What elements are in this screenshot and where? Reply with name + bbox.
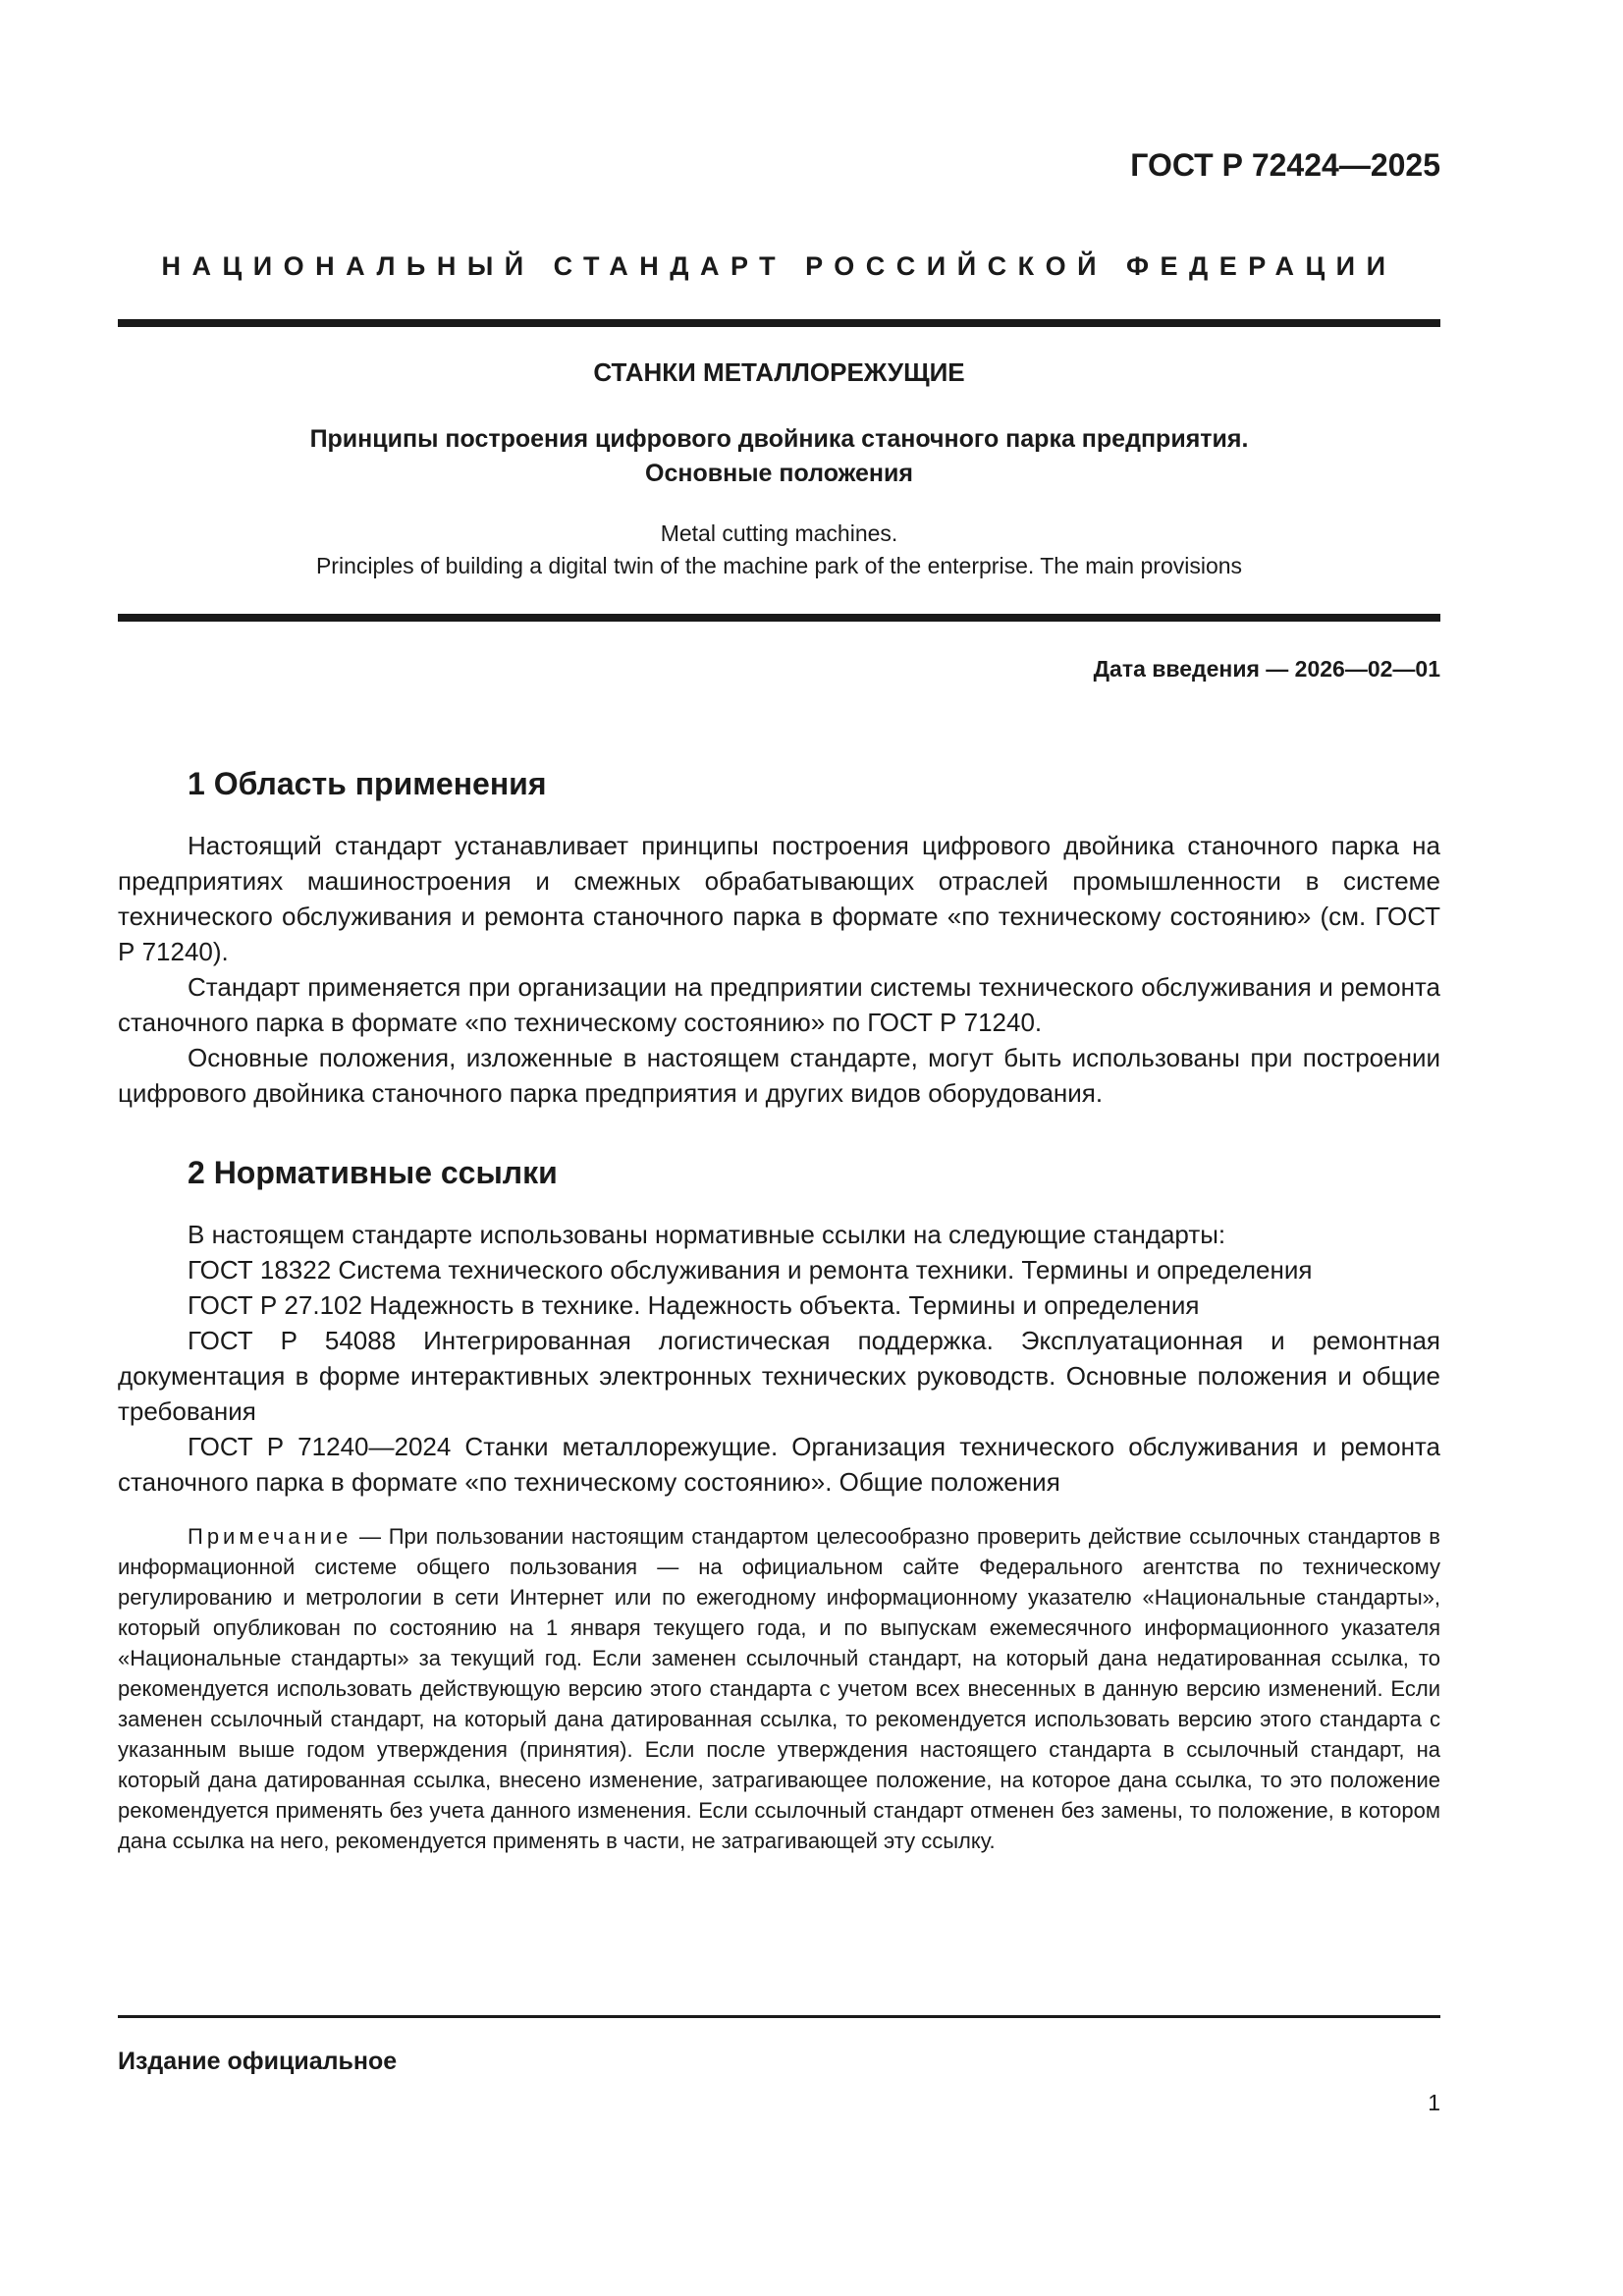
reference-item: ГОСТ 18322 Система технического обслуживания и ремонта техники. Термины и определения [188,1255,1313,1285]
section-1-paragraph: Стандарт применяется при организации на предприятии системы технического обслуживания и ремонта станочного парка в формате «по техническому состоянию» по ГОСТ Р 71240. [118,972,1440,1037]
section-1-paragraph: Настоящий стандарт устанавливает принципы построения цифрового двойника станочного парка на предприятиях машиностроения и смежных обрабатывающих отраслей промышленности в системе технического обслуживания и ремонта станочного парка в формате «по техническому состоянию» (см. ГОСТ Р 71240). [118,831,1440,966]
section-2-body [118,1217,1440,1500]
english-title [118,518,1440,582]
subtitle-line-1: Принципы построения цифрового двойника станочного парка предприятия. [309,425,1249,453]
reference-item: ГОСТ Р 27.102 Надежность в технике. Надежность объекта. Термины и определения [188,1290,1200,1320]
standard-subtitle [118,422,1440,491]
section-1-heading: 1 Область применения [188,766,547,801]
section-2-heading: 2 Нормативные ссылки [188,1155,558,1190]
english-title-line-1: Metal cutting machines. [660,520,898,546]
note-paragraph [118,1521,1440,1856]
header-rule [118,319,1440,327]
section-1-body [118,828,1440,1111]
official-edition-label: Издание официальное [118,2048,398,2075]
reference-item: ГОСТ Р 71240—2024 Станки металлорежущие. Организация технического обслуживания и ремонта станочного парка в формате «по техническому состоянию». Общие положения [118,1432,1440,1497]
document-code: ГОСТ Р 72424—2025 [1130,147,1440,183]
note-text: — При пользовании настоящим стандартом целесообразно проверить действие ссылочных стандартов в информационной системе общего пользования — на официальном сайте Федерального агентства по техническому регулированию и метрологии в сети Интернет или по ежегодному информационному указателю «Национальные стандарты», который опубликован по состоянию на 1 января текущего года, и по выпускам ежемесячного информационного указателя «Национальные стандарты» за текущий год. Если заменен ссылочный стандарт, на который дана недатированная ссылка, то рекомендуется использовать действующую версию этого стандарта с учетом всех внесенных в данную версию изменений. Если заменен ссылочный стандарт, на который дана датированная ссылка, то рекомендуется использовать версию этого стандарта с указанным выше годом утверждения (принятия). Если после утверждения настоящего стандарта в ссылочный стандарт, на который дана датированная ссылка, внесено изменение, затрагивающее положение, на которое дана ссылка, то это положение рекомендуется применять без учета данного изменения. Если ссылочный стандарт отменен без замены, то положение, в котором дана ссылка на него, рекомендуется применять в части, не затрагивающей эту ссылку. [118,1524,1440,1853]
page-number: 1 [1428,2090,1440,2115]
title-rule [118,614,1440,622]
section-2-paragraph: В настоящем стандарте использованы нормативные ссылки на следующие стандарты: [188,1220,1226,1249]
note-label: Примечание [188,1524,352,1549]
subtitle-line-2: Основные положения [645,460,913,487]
footer-rule [118,2015,1440,2018]
note-block [118,1521,1440,1856]
reference-item: ГОСТ Р 54088 Интегрированная логистическая поддержка. Эксплуатационная и ремонтная документация в форме интерактивных электронных технических руководств. Основные положения и общие требования [118,1326,1440,1426]
national-standard-title: НАЦИОНАЛЬНЫЙ СТАНДАРТ РОССИЙСКОЙ ФЕДЕРАЦИИ [161,251,1397,281]
standard-title: СТАНКИ МЕТАЛЛОРЕЖУЩИЕ [593,357,965,387]
introduction-date: Дата введения — 2026—02—01 [1093,656,1440,682]
section-1-paragraph: Основные положения, изложенные в настоящем стандарте, могут быть использованы при построении цифрового двойника станочного парка предприятия и других видов оборудования. [118,1043,1440,1108]
english-title-line-2: Principles of building a digital twin of the machine park of the enterprise. The main provisions [315,553,1243,578]
